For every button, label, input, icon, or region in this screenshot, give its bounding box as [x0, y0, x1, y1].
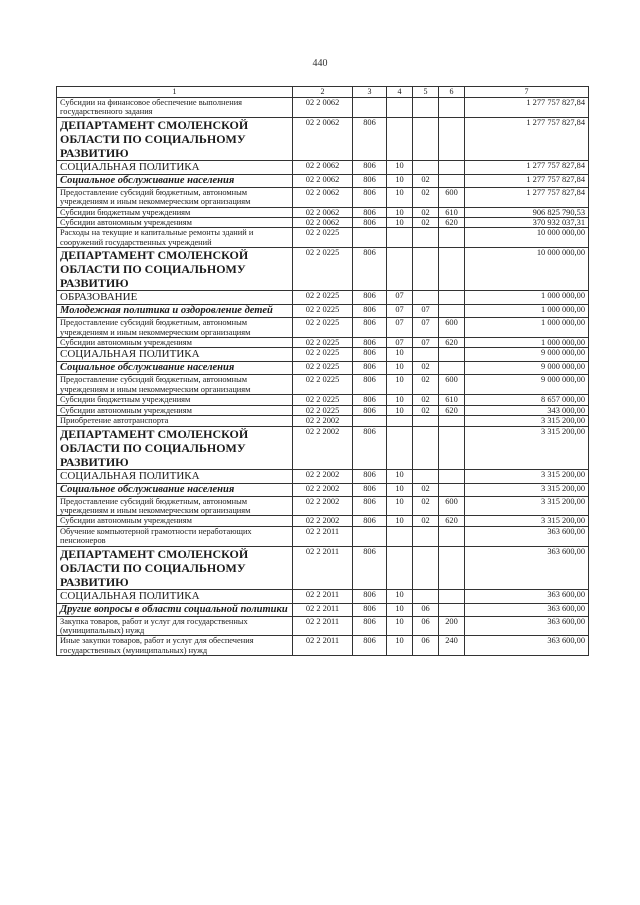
target-article-code: 02 2 0225: [293, 395, 353, 405]
amount: 9 000 000,00: [465, 375, 589, 395]
row-name: Другие вопросы в области социальной политики: [57, 603, 293, 616]
admin-code: 806: [353, 174, 387, 187]
amount: 10 000 000,00: [465, 228, 589, 248]
section-code: [387, 228, 413, 248]
subsection-code: [413, 160, 439, 174]
subsection-code: 02: [413, 483, 439, 496]
table-row: [57, 469, 589, 483]
section-code: 10: [387, 516, 413, 526]
expense-type-code: [439, 362, 465, 375]
row-name: Социальное обслуживание населения: [57, 362, 293, 375]
amount: 10 000 000,00: [465, 248, 589, 291]
subsection-code: [413, 469, 439, 483]
table-row: [57, 616, 589, 636]
section-code: 10: [387, 395, 413, 405]
admin-code: [353, 526, 387, 546]
subsection-code: 02: [413, 516, 439, 526]
admin-code: 806: [353, 218, 387, 228]
admin-code: [353, 416, 387, 426]
expense-type-code: 600: [439, 496, 465, 516]
target-article-code: 02 2 0225: [293, 305, 353, 318]
row-name: Молодежная политика и оздоровление детей: [57, 305, 293, 318]
row-name: ДЕПАРТАМЕНТ СМОЛЕНСКОЙ ОБЛАСТИ ПО СОЦИАЛЬНОМУ РАЗВИТИЮ: [57, 426, 293, 469]
admin-code: 806: [353, 603, 387, 616]
row-name: ОБРАЗОВАНИЕ: [57, 291, 293, 305]
target-article-code: 02 2 2002: [293, 483, 353, 496]
subsection-code: 02: [413, 218, 439, 228]
expense-type-code: [439, 174, 465, 187]
target-article-code: 02 2 2002: [293, 416, 353, 426]
subsection-code: 02: [413, 207, 439, 217]
expense-type-code: 620: [439, 218, 465, 228]
subsection-code: 07: [413, 305, 439, 318]
row-name: Социальное обслуживание населения: [57, 174, 293, 187]
target-article-code: 02 2 0225: [293, 375, 353, 395]
target-article-code: 02 2 0225: [293, 228, 353, 248]
table-row: [57, 318, 589, 338]
row-name: Закупка товаров, работ и услуг для государственных (муниципальных) нужд: [57, 616, 293, 636]
column-number: 6: [439, 87, 465, 98]
amount: 363 600,00: [465, 526, 589, 546]
admin-code: 806: [353, 483, 387, 496]
row-name: ДЕПАРТАМЕНТ СМОЛЕНСКОЙ ОБЛАСТИ ПО СОЦИАЛЬНОМУ РАЗВИТИЮ: [57, 546, 293, 589]
admin-code: 806: [353, 589, 387, 603]
row-name: Социальное обслуживание населения: [57, 483, 293, 496]
expense-type-code: 600: [439, 375, 465, 395]
expense-type-code: [439, 426, 465, 469]
expense-type-code: 240: [439, 636, 465, 656]
subsection-code: 02: [413, 362, 439, 375]
expense-type-code: 620: [439, 516, 465, 526]
amount: 343 000,00: [465, 405, 589, 415]
admin-code: 806: [353, 616, 387, 636]
target-article-code: 02 2 2011: [293, 589, 353, 603]
section-code: [387, 98, 413, 118]
column-number: 2: [293, 87, 353, 98]
admin-code: 806: [353, 305, 387, 318]
target-article-code: 02 2 0062: [293, 98, 353, 118]
expense-type-code: [439, 98, 465, 118]
expense-type-code: 620: [439, 338, 465, 348]
expense-type-code: 600: [439, 187, 465, 207]
target-article-code: 02 2 0225: [293, 291, 353, 305]
amount: 3 315 200,00: [465, 469, 589, 483]
section-code: 10: [387, 207, 413, 217]
table-row: [57, 375, 589, 395]
section-code: [387, 526, 413, 546]
subsection-code: [413, 291, 439, 305]
table-row: [57, 160, 589, 174]
section-code: 10: [387, 483, 413, 496]
amount: 1 277 757 827,84: [465, 160, 589, 174]
admin-code: 806: [353, 516, 387, 526]
subsection-code: 02: [413, 187, 439, 207]
amount: 1 277 757 827,84: [465, 187, 589, 207]
subsection-code: [413, 348, 439, 362]
table-row: [57, 416, 589, 426]
table-row: [57, 516, 589, 526]
target-article-code: 02 2 2011: [293, 526, 353, 546]
table-row: [57, 483, 589, 496]
table-row: [57, 348, 589, 362]
section-code: 10: [387, 362, 413, 375]
section-code: [387, 416, 413, 426]
table-row: [57, 636, 589, 656]
section-code: 10: [387, 375, 413, 395]
row-name: Субсидии на финансовое обеспечение выполнения государственного задания: [57, 98, 293, 118]
target-article-code: 02 2 0062: [293, 187, 353, 207]
amount: 363 600,00: [465, 616, 589, 636]
admin-code: 806: [353, 469, 387, 483]
table-row: [57, 98, 589, 118]
section-code: 10: [387, 174, 413, 187]
admin-code: 806: [353, 375, 387, 395]
budget-table: [56, 86, 589, 656]
amount: 3 315 200,00: [465, 483, 589, 496]
amount: 3 315 200,00: [465, 516, 589, 526]
amount: 1 000 000,00: [465, 291, 589, 305]
expense-type-code: 610: [439, 207, 465, 217]
section-code: 10: [387, 187, 413, 207]
subsection-code: 06: [413, 636, 439, 656]
table-row: [57, 291, 589, 305]
table-row: [57, 546, 589, 589]
subsection-code: 07: [413, 338, 439, 348]
admin-code: 806: [353, 338, 387, 348]
section-code: 10: [387, 405, 413, 415]
expense-type-code: 610: [439, 395, 465, 405]
amount: 1 000 000,00: [465, 305, 589, 318]
row-name: СОЦИАЛЬНАЯ ПОЛИТИКА: [57, 160, 293, 174]
subsection-code: 02: [413, 375, 439, 395]
admin-code: 806: [353, 395, 387, 405]
subsection-code: 06: [413, 616, 439, 636]
subsection-code: 06: [413, 603, 439, 616]
admin-code: 806: [353, 248, 387, 291]
table-body: [57, 98, 589, 656]
table-row: [57, 174, 589, 187]
admin-code: 806: [353, 405, 387, 415]
target-article-code: 02 2 2002: [293, 469, 353, 483]
table-row: [57, 218, 589, 228]
expense-type-code: [439, 526, 465, 546]
subsection-code: 02: [413, 174, 439, 187]
table-row: [57, 207, 589, 217]
amount: 906 825 790,53: [465, 207, 589, 217]
row-name: СОЦИАЛЬНАЯ ПОЛИТИКА: [57, 589, 293, 603]
amount: 3 315 200,00: [465, 426, 589, 469]
amount: 8 657 000,00: [465, 395, 589, 405]
subsection-code: [413, 98, 439, 118]
target-article-code: 02 2 0225: [293, 338, 353, 348]
row-name: Предоставление субсидий бюджетным, автономным учреждениям и иным некоммерческим организациям: [57, 187, 293, 207]
row-name: Субсидии автономным учреждениям: [57, 516, 293, 526]
amount: 363 600,00: [465, 603, 589, 616]
admin-code: 806: [353, 362, 387, 375]
section-code: [387, 117, 413, 160]
target-article-code: 02 2 2011: [293, 603, 353, 616]
table-row: [57, 526, 589, 546]
amount: 1 277 757 827,84: [465, 117, 589, 160]
subsection-code: [413, 526, 439, 546]
amount: 1 277 757 827,84: [465, 174, 589, 187]
admin-code: 806: [353, 636, 387, 656]
amount: 1 000 000,00: [465, 318, 589, 338]
column-number: 5: [413, 87, 439, 98]
row-name: ДЕПАРТАМЕНТ СМОЛЕНСКОЙ ОБЛАСТИ ПО СОЦИАЛЬНОМУ РАЗВИТИЮ: [57, 117, 293, 160]
row-name: Обучение компьютерной грамотности неработающих пенсионеров: [57, 526, 293, 546]
expense-type-code: [439, 483, 465, 496]
subsection-code: [413, 228, 439, 248]
admin-code: 806: [353, 117, 387, 160]
expense-type-code: 600: [439, 318, 465, 338]
section-code: [387, 546, 413, 589]
section-code: 10: [387, 616, 413, 636]
target-article-code: 02 2 0225: [293, 362, 353, 375]
subsection-code: 07: [413, 318, 439, 338]
admin-code: 806: [353, 546, 387, 589]
expense-type-code: [439, 546, 465, 589]
target-article-code: 02 2 0062: [293, 207, 353, 217]
row-name: Предоставление субсидий бюджетным, автономным учреждениям и иным некоммерческим организациям: [57, 496, 293, 516]
amount: 370 932 037,31: [465, 218, 589, 228]
amount: 363 600,00: [465, 546, 589, 589]
table-row: [57, 248, 589, 291]
section-code: 07: [387, 338, 413, 348]
expense-type-code: [439, 305, 465, 318]
table-row: [57, 362, 589, 375]
expense-type-code: [439, 248, 465, 291]
admin-code: 806: [353, 348, 387, 362]
table-row: [57, 603, 589, 616]
table-row: [57, 405, 589, 415]
expense-type-code: [439, 160, 465, 174]
table-row: [57, 228, 589, 248]
section-code: 10: [387, 496, 413, 516]
column-number-row: [57, 87, 589, 98]
table-row: [57, 305, 589, 318]
column-number: 1: [57, 87, 293, 98]
row-name: Субсидии автономным учреждениям: [57, 405, 293, 415]
admin-code: 806: [353, 426, 387, 469]
section-code: 10: [387, 589, 413, 603]
expense-type-code: [439, 117, 465, 160]
target-article-code: 02 2 2002: [293, 426, 353, 469]
row-name: СОЦИАЛЬНАЯ ПОЛИТИКА: [57, 469, 293, 483]
row-name: Субсидии бюджетным учреждениям: [57, 395, 293, 405]
table-row: [57, 589, 589, 603]
subsection-code: 02: [413, 405, 439, 415]
section-code: [387, 426, 413, 469]
subsection-code: [413, 426, 439, 469]
section-code: 10: [387, 603, 413, 616]
row-name: Расходы на текущие и капитальные ремонты зданий и сооружений государственных учреждений: [57, 228, 293, 248]
expense-type-code: [439, 603, 465, 616]
subsection-code: [413, 248, 439, 291]
target-article-code: 02 2 0062: [293, 160, 353, 174]
target-article-code: 02 2 0225: [293, 348, 353, 362]
page-number: 440: [312, 58, 328, 69]
target-article-code: 02 2 0225: [293, 318, 353, 338]
target-article-code: 02 2 0062: [293, 174, 353, 187]
amount: 363 600,00: [465, 636, 589, 656]
section-code: [387, 248, 413, 291]
target-article-code: 02 2 2002: [293, 516, 353, 526]
target-article-code: 02 2 0225: [293, 405, 353, 415]
column-number: 4: [387, 87, 413, 98]
row-name: Субсидии автономным учреждениям: [57, 338, 293, 348]
section-code: 10: [387, 469, 413, 483]
admin-code: 806: [353, 291, 387, 305]
expense-type-code: [439, 348, 465, 362]
amount: 1 000 000,00: [465, 338, 589, 348]
admin-code: [353, 98, 387, 118]
row-name: Приобретение автотранспорта: [57, 416, 293, 426]
amount: 9 000 000,00: [465, 348, 589, 362]
row-name: Иные закупки товаров, работ и услуг для обеспечения государственных (муниципальных) нужд: [57, 636, 293, 656]
subsection-code: [413, 589, 439, 603]
table-row: [57, 117, 589, 160]
amount: 363 600,00: [465, 589, 589, 603]
subsection-code: 02: [413, 395, 439, 405]
table-row: [57, 338, 589, 348]
section-code: 07: [387, 291, 413, 305]
table-row: [57, 496, 589, 516]
expense-type-code: [439, 589, 465, 603]
section-code: 10: [387, 636, 413, 656]
amount: 3 315 200,00: [465, 496, 589, 516]
target-article-code: 02 2 0062: [293, 218, 353, 228]
section-code: 10: [387, 160, 413, 174]
target-article-code: 02 2 2011: [293, 546, 353, 589]
subsection-code: [413, 416, 439, 426]
expense-type-code: [439, 469, 465, 483]
admin-code: 806: [353, 207, 387, 217]
expense-type-code: 200: [439, 616, 465, 636]
column-number: 3: [353, 87, 387, 98]
target-article-code: 02 2 2002: [293, 496, 353, 516]
table-row: [57, 426, 589, 469]
expense-type-code: [439, 416, 465, 426]
expense-type-code: 620: [439, 405, 465, 415]
table-row: [57, 187, 589, 207]
target-article-code: 02 2 2011: [293, 636, 353, 656]
expense-type-code: [439, 228, 465, 248]
section-code: 07: [387, 305, 413, 318]
column-number: 7: [465, 87, 589, 98]
row-name: Субсидии бюджетным учреждениям: [57, 207, 293, 217]
row-name: Предоставление субсидий бюджетным, автономным учреждениям и иным некоммерческим организациям: [57, 318, 293, 338]
subsection-code: [413, 117, 439, 160]
amount: 3 315 200,00: [465, 416, 589, 426]
row-name: СОЦИАЛЬНАЯ ПОЛИТИКА: [57, 348, 293, 362]
admin-code: 806: [353, 160, 387, 174]
admin-code: [353, 228, 387, 248]
section-code: 07: [387, 318, 413, 338]
target-article-code: 02 2 2011: [293, 616, 353, 636]
amount: 1 277 757 827,84: [465, 98, 589, 118]
admin-code: 806: [353, 496, 387, 516]
subsection-code: [413, 546, 439, 589]
row-name: Субсидии автономным учреждениям: [57, 218, 293, 228]
row-name: Предоставление субсидий бюджетным, автономным учреждениям и иным некоммерческим организациям: [57, 375, 293, 395]
row-name: ДЕПАРТАМЕНТ СМОЛЕНСКОЙ ОБЛАСТИ ПО СОЦИАЛЬНОМУ РАЗВИТИЮ: [57, 248, 293, 291]
section-code: 10: [387, 348, 413, 362]
amount: 9 000 000,00: [465, 362, 589, 375]
admin-code: 806: [353, 187, 387, 207]
table-row: [57, 395, 589, 405]
target-article-code: 02 2 0225: [293, 248, 353, 291]
expense-type-code: [439, 291, 465, 305]
admin-code: 806: [353, 318, 387, 338]
target-article-code: 02 2 0062: [293, 117, 353, 160]
subsection-code: 02: [413, 496, 439, 516]
section-code: 10: [387, 218, 413, 228]
